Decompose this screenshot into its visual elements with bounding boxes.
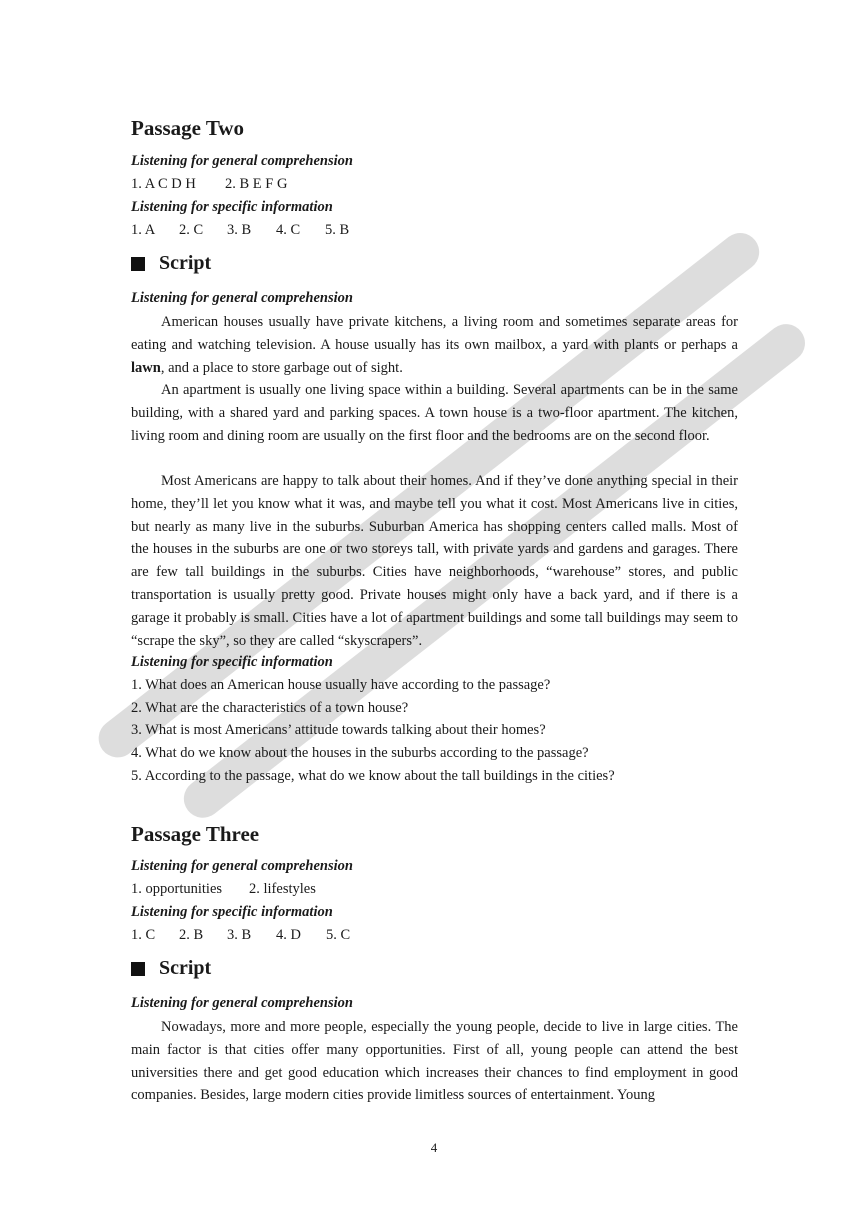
script-title: Script [159, 957, 212, 979]
specific-information-heading: Listening for specific information [131, 904, 333, 920]
answer-item: 2. B [179, 927, 204, 943]
answer-item: 1. A [131, 222, 156, 238]
general-comprehension-heading: Listening for general comprehension [131, 153, 353, 169]
script-paragraph [131, 311, 738, 379]
answer-item: 3. B [227, 222, 252, 238]
specific-answers [131, 927, 350, 944]
script-heading [131, 252, 211, 275]
question: 1. What does an American house usually have according to the passage? [131, 677, 551, 693]
specific-answers [131, 222, 349, 239]
paragraph-text: , and a place to store garbage out of sight. [160, 359, 403, 376]
script-paragraph: Most Americans are happy to talk about their homes. And if they’ve done anything special in their home, they’ll let you know what it was, and maybe tell you what it cost. Most Americans live in cities, but nearly as many live in the suburbs. Suburban America has shopping centers called malls. Most of the houses in the suburbs are one or two storeys tall, with private yards and gardens and garages. There are few tall buildings in the suburbs. Cities have neighborhoods, “warehouse” stores, and public transportation is usually pretty good. Private houses might only have a back yard, and if there is a garage it probably is small. Cities have a lot of apartment buildings and some tall buildings may seem to “scrape the sky”, so they are called “skyscrapers”. [131, 473, 738, 649]
passage-three-title: Passage Three [131, 822, 260, 846]
answer-item: 4. D [276, 927, 301, 943]
answer-item: 5. B [325, 222, 350, 238]
script-general-heading: Listening for general comprehension [131, 290, 353, 306]
answer-item: 3. B [227, 927, 252, 943]
answer-item: 2. lifestyles [249, 881, 316, 897]
passage-two-title: Passage Two [131, 116, 244, 140]
script-paragraph: An apartment is usually one living space within a building. Several apartments can be in the same building, with a shared yard and parking spaces. A town house is a two-floor apartment. The kitchen, living room and dining room are usually on the first floor and the bedrooms are on the second floor. [131, 382, 738, 444]
question: 2. What are the characteristics of a town house? [131, 700, 409, 716]
bold-word: lawn [131, 359, 161, 376]
script-heading [131, 957, 211, 980]
answer-item: 2. C [179, 222, 204, 238]
page-number: 4 [430, 1140, 438, 1155]
answer-item: 2. B E F G [225, 176, 288, 192]
answer-item: 4. C [276, 222, 301, 238]
specific-information-heading: Listening for specific information [131, 199, 333, 215]
square-bullet-icon [131, 257, 145, 271]
answer-item: 1. C [131, 927, 156, 943]
answer-item: 1. opportunities [131, 881, 223, 897]
answer-item: 5. C [326, 927, 351, 943]
answer-item: 1. A C D H [131, 176, 196, 192]
script-specific-heading: Listening for specific information [131, 654, 333, 670]
script-general-heading: Listening for general comprehension [131, 995, 353, 1011]
square-bullet-icon [131, 962, 145, 976]
paragraph-text: American houses usually have private kitchens, a living room and sometimes separate areas for eating and watching television. A house usually has its own mailbox, a yard with plants or perhaps a [131, 314, 738, 353]
script-paragraph: Nowadays, more and more people, especially the young people, decide to live in large cities. The main factor is that cities offer many opportunities. First of all, young people can attend the best universities there and get good education which increases their chances to find employment in good companies. Besides, large modern cities provide limitless sources of entertainment. Young [131, 1019, 738, 1104]
general-answers [131, 176, 287, 193]
question: 5. According to the passage, what do we know about the tall buildings in the cities? [131, 768, 615, 784]
general-answers [131, 881, 316, 898]
general-comprehension-heading: Listening for general comprehension [131, 858, 353, 874]
question: 3. What is most Americans’ attitude towards talking about their homes? [131, 722, 546, 738]
question: 4. What do we know about the houses in the suburbs according to the passage? [131, 745, 589, 761]
script-title: Script [159, 252, 212, 274]
